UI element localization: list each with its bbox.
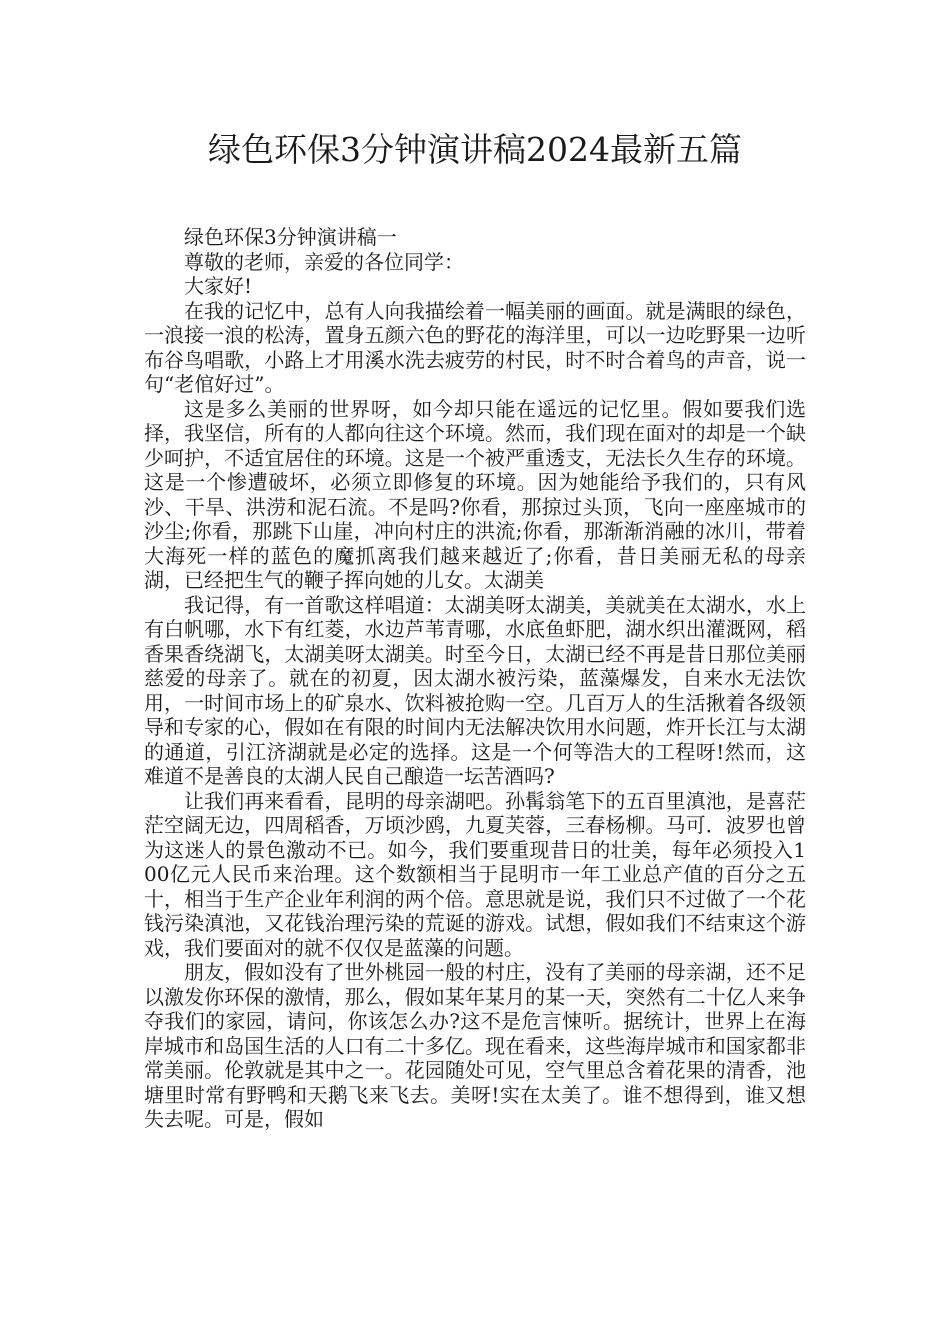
document-body	[144, 225, 806, 1132]
body-paragraph: 这是多么美丽的世界呀，如今却只能在遥远的记忆里。假如要我们选择，我坚信，所有的人都向往这个环境。然而，我们现在面对的却是一个缺少呵护，不适宜居住的环境。这是一个被严重透支，无法长久生存的环境。这是一个惨遭破坏，必须立即修复的环境。因为她能给予我们的，只有风沙、干旱、洪涝和泥石流。不是吗?你看，那掠过头顶，飞向一座座城市的沙尘;你看，那跳下山崖，冲向村庄的洪流;你看，那渐渐消融的冰川，带着大海死一样的蓝色的魔抓离我们越来越近了;你看，昔日美丽无私的母亲湖，已经把生气的鞭子挥向她的儿女。太湖美	[144, 396, 806, 592]
document-title: 绿色环保3分钟演讲稿2024最新五篇	[208, 130, 742, 169]
greeting: 大家好!	[184, 274, 253, 298]
body-paragraph: 朋友，假如没有了世外桃园一般的村庄，没有了美丽的母亲湖，还不足以激发你环保的激情，那么，假如某年某月的某一天，突然有二十亿人来争夺我们的家园，请问，你该怎么办?这不是危言悚听。据统计，世界上在海岸城市和岛国生活的人口有二十多亿。现在看来，这些海岸城市和国家都非常美丽。伦敦就是其中之一。花园随处可见，空气里总含着花果的清香，池塘里时常有野鸭和天鹅飞来飞去。美呀!实在太美了。谁不想得到，谁又想失去呢。可是，假如	[144, 960, 806, 1131]
salutation: 尊敬的老师，亲爱的各位同学：	[184, 249, 464, 274]
body-paragraph: 在我的记忆中，总有人向我描绘着一幅美丽的画面。就是满眼的绿色，一浪接一浪的松涛，置身五颜六色的野花的海洋里，可以一边吃野果一边听布谷鸟唱歌，小路上才用溪水洗去疲劳的村民，时不时合着鸟的声音，说一句“老倌好过”。	[144, 298, 806, 396]
section-heading: 绿色环保3分钟演讲稿一	[184, 225, 397, 249]
body-paragraph: 我记得，有一首歌这样唱道：太湖美呀太湖美，美就美在太湖水，水上有白帆哪，水下有红菱，水边芦苇青哪，水底鱼虾肥，湖水织出灌溉网，稻香果香绕湖飞，太湖美呀太湖美。时至今日，太湖已经不再是昔日那位美丽慈爱的母亲了。就在的初夏，因太湖水被污染，蓝藻爆发，自来水无法饮用，一时间市场上的矿泉水、饮料被抢购一空。几百万人的生活揪着各级领导和专家的心，假如在有限的时间内无法解决饮用水问题，炸开长江与太湖的通道，引江济湖就是必定的选择。这是一个何等浩大的工程呀!然而，这难道不是善良的太湖人民自己酿造一坛苦酒吗?	[144, 592, 806, 788]
body-paragraph: 让我们再来看看，昆明的母亲湖吧。孙髯翁笔下的五百里滇池，是喜茫茫空阔无边，四周稻香，万顷沙鸥，九夏芙蓉，三春杨柳。马可．波罗也曾为这迷人的景色激动不已。如今，我们要重现昔日的壮美，每年必须投入100亿元人民币来治理。这个数额相当于昆明市一年工业总产值的百分之五十，相当于生产企业年利润的两个倍。意思就是说，我们只不过做了一个花钱污染滇池，又花钱治理污染的荒诞的游戏。试想，假如我们不结束这个游戏，我们要面对的就不仅仅是蓝藻的问题。	[144, 788, 806, 960]
